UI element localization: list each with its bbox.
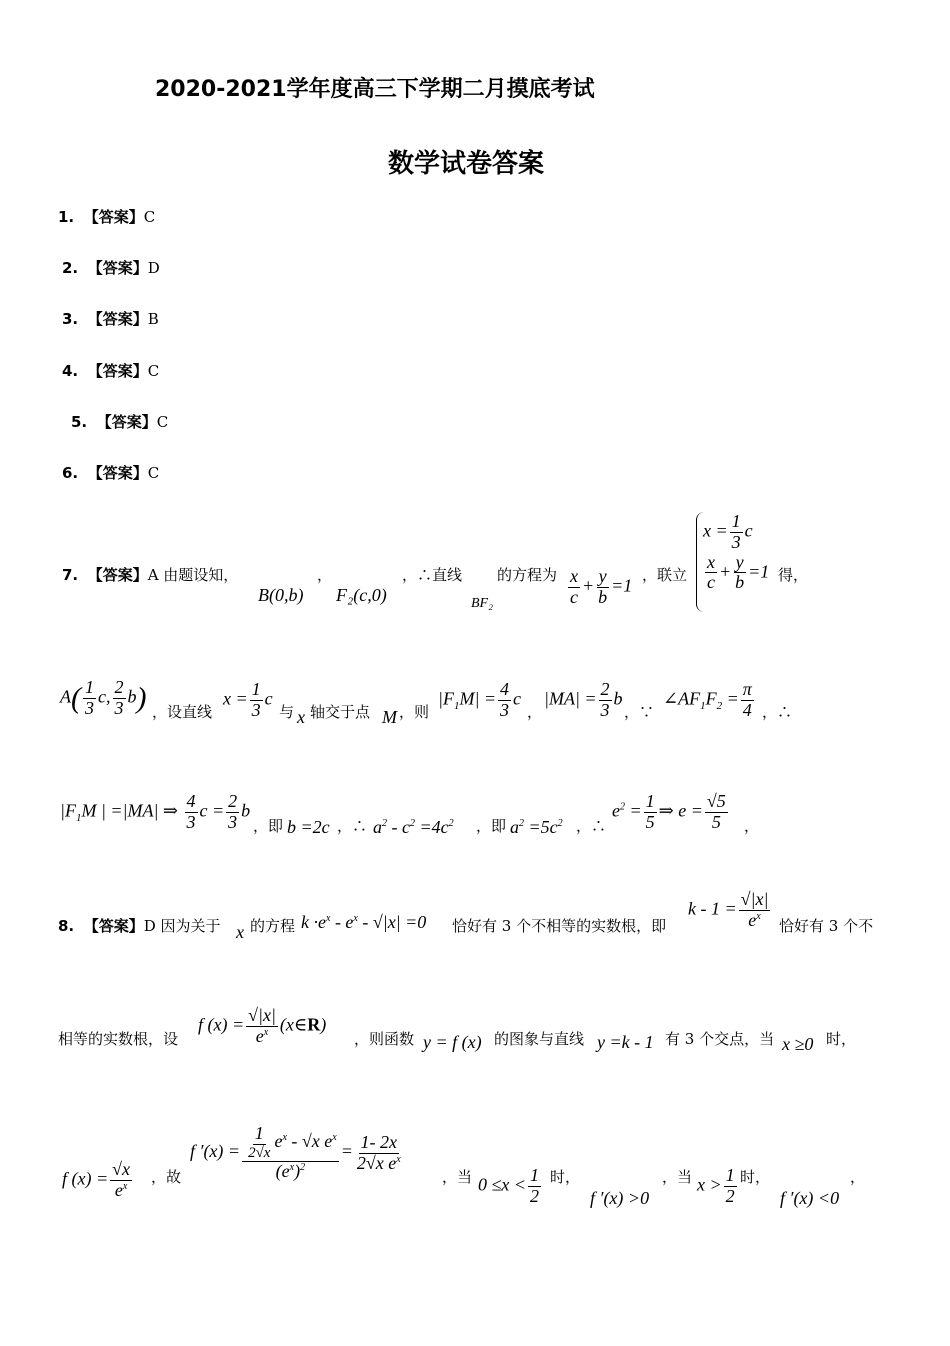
q8-x-ge-0: x ≥0	[782, 1034, 814, 1054]
q7-l3-t2: ，∴	[337, 817, 368, 835]
exam-title: 2020-2021学年度高三下学期二月摸底考试	[155, 77, 595, 102]
q8-var-x: x	[236, 922, 244, 942]
q7-therefore-line: ，∴直线	[402, 566, 463, 584]
q7-equality: $|F_1M$ | =|MA| ⇒ $\frac{4}{3}$ c = $\frac{2}{3}$ b	[60, 791, 251, 832]
answer-7-head: 7. 【答案】A 由题设知，	[62, 566, 239, 584]
q8-fprime-neg: f ′(x) <0	[780, 1188, 840, 1208]
answer-1: 1. 【答案】C	[58, 208, 156, 226]
q8-l3-b: ，当	[442, 1168, 473, 1186]
q7-l2-t6: ，∵	[624, 703, 655, 721]
q8-interval-2: x > $\frac{1}{2}$	[697, 1165, 735, 1206]
q8-fprime-pos: f ′(x) >0	[590, 1188, 650, 1208]
q7-angle: $\angle AF_1F_2$ = $\frac{\pi}{4}$	[663, 679, 752, 720]
q8-interval-1: 0 ≤x < $\frac{1}{2}$	[478, 1165, 540, 1206]
q8-l3-d: ，当	[662, 1168, 693, 1186]
q7-l3-t1: ，即	[253, 817, 284, 835]
q7-point-m: M	[382, 707, 397, 727]
q7-line-x: x = $\frac{1}{3}$ c	[223, 679, 273, 720]
q7-b-eq: b =2c	[287, 817, 330, 837]
answer-key-title: 数学试卷答案	[388, 149, 545, 179]
q7-l2-t3: 轴交于点	[310, 703, 371, 721]
q8-f-def: f (x) = $\frac{√|x|}{e^x}$ (x∈R)	[198, 1005, 327, 1046]
q8-y-fx: y = f (x)	[423, 1032, 482, 1052]
q8-l2-d: 有 3 个交点，当	[665, 1030, 775, 1048]
q8-l2-a: 相等的实数根，设	[58, 1030, 179, 1048]
q8-eq-of: 的方程	[250, 917, 296, 935]
q7-l2-t4: ，则	[399, 703, 430, 721]
q7-abc: $a^2 - c^2 =4c^2$	[373, 817, 454, 837]
q8-l3-a: ，故	[151, 1168, 182, 1186]
q7-ma: |MA| = $\frac{2}{3}$ b	[544, 679, 623, 720]
q7-f1m: $|F_1M|$ = $\frac{4}{3}$ c	[438, 679, 522, 720]
q7-a2: $a^2 =5c^2$	[510, 817, 563, 837]
q8-k-expr: k - 1 = $\frac{√|x|}{e^x}$	[688, 889, 769, 930]
q7-line-equation: $\frac{x}{c}$ + $\frac{y}{b}$ =1	[570, 566, 633, 607]
q7-point-a: A( $\frac{1}{3}$ c, $\frac{2}{3}$ b)	[60, 677, 147, 718]
q8-l3-f: ，	[850, 1168, 866, 1186]
q7-l3-t3: ，即	[476, 817, 507, 835]
q7-eq-of: 的方程为	[497, 566, 558, 584]
q7-l3-t4: ，∴	[576, 817, 607, 835]
q8-l2-c: 的图象与直线	[494, 1030, 585, 1048]
q8-l2-e: 时，	[826, 1030, 857, 1048]
q8-y-k: y =k - 1	[597, 1032, 654, 1052]
q7-var-x: x	[297, 707, 305, 727]
q7-l3-t5: ，	[744, 817, 760, 835]
q8-fx: f (x) = $\frac{√x}{e^x}$	[62, 1159, 130, 1200]
q7-join: ，联立	[642, 566, 688, 584]
answer-5: 5. 【答案】C	[71, 413, 169, 431]
q7-point-b: B(0,b)	[258, 585, 304, 605]
q7-point-f2: F₂(c,0)	[336, 585, 387, 605]
q8-exactly2: 恰好有 3 个不	[779, 917, 874, 935]
answer-3: 3. 【答案】B	[62, 310, 159, 328]
q8-l2-b: ，则函数	[354, 1030, 415, 1048]
q7-eccentricity: $e^2$ = $\frac{1}{5}$ ⇒ e = $\frac{√5}{5}$	[612, 791, 726, 832]
answer-6: 6. 【答案】C	[62, 464, 160, 482]
q7-l2-t1: ，设直线	[152, 703, 213, 721]
q8-equation: $k \cdot e^x - e^x - √|x| =0$	[301, 912, 427, 932]
q8-derivative: f ′(x) = $\frac{1}{2√x}$ $e^x - √x$ $e^x$ $(e^x)^2$ = $\frac{1- 2x}{2√x e^x}$	[190, 1123, 401, 1182]
q7-l2-t5: ，	[527, 703, 543, 721]
q7-l2-t7: ，∴	[762, 703, 793, 721]
q8-l3-e: 时，	[740, 1168, 771, 1186]
q7-get: 得，	[778, 566, 809, 584]
q7-system: x = $\frac{1}{3}$ c $\frac{x}{c}$ + $\frac{y}{b}$ =1	[696, 512, 769, 612]
q7-l2-t2: 与	[279, 703, 295, 721]
q8-exactly: 恰好有 3 个不相等的实数根，即	[452, 917, 667, 935]
q7-line-bf2: BF₂	[471, 596, 493, 611]
q8-l3-c: 时，	[550, 1168, 581, 1186]
q7-comma: ，	[317, 566, 333, 584]
answer-8-head: 8. 【答案】D 因为关于	[58, 917, 221, 935]
answer-2: 2. 【答案】D	[62, 259, 160, 277]
answer-4: 4. 【答案】C	[62, 362, 160, 380]
